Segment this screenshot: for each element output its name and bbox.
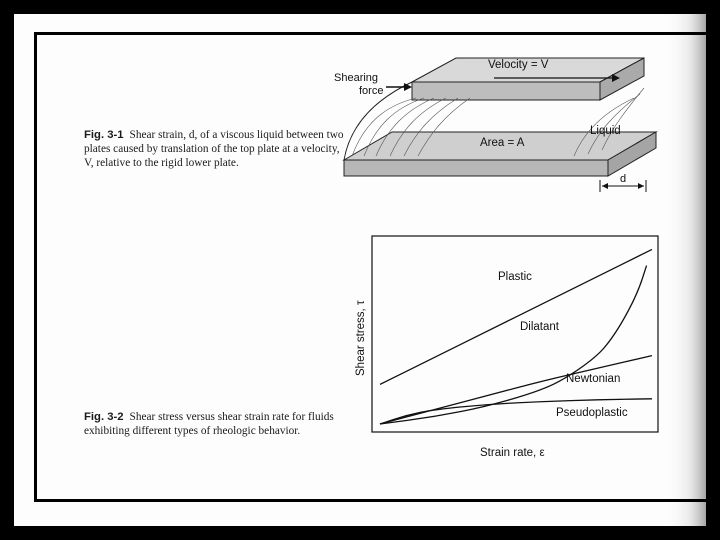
x-axis-label: Strain rate, ε [480,447,545,459]
d-label: d [620,173,627,185]
label-plastic: Plastic [498,271,532,283]
shearing-label-line2: force [359,85,384,97]
figure1-number: Fig. 3-1 [84,129,124,141]
y-axis-label: Shear stress, τ [355,300,367,376]
figure2-caption-text: Shear stress versus shear strain rate for fluids exhibiting different types of rheologic behavior. [84,411,334,438]
figure2-number: Fig. 3-2 [84,411,124,423]
shearing-label-line1: Shearing [334,72,379,84]
liquid-label: Liquid [590,125,621,137]
area-label: Area = A [480,137,525,149]
label-pseudoplastic: Pseudoplastic [556,407,628,419]
label-dilatant: Dilatant [520,321,559,333]
label-newtonian: Newtonian [566,373,621,385]
figure2-chart [14,14,706,526]
curve-plastic [380,249,652,384]
figure2-caption [84,410,354,438]
velocity-label: Velocity = V [488,59,549,71]
scanned-book-page [14,14,706,526]
figure1-caption-text: Shear strain, d, of a viscous liquid between two plates caused by translation of the top plate at a velocity, V, relative to the rigid lower plate. [84,129,344,170]
